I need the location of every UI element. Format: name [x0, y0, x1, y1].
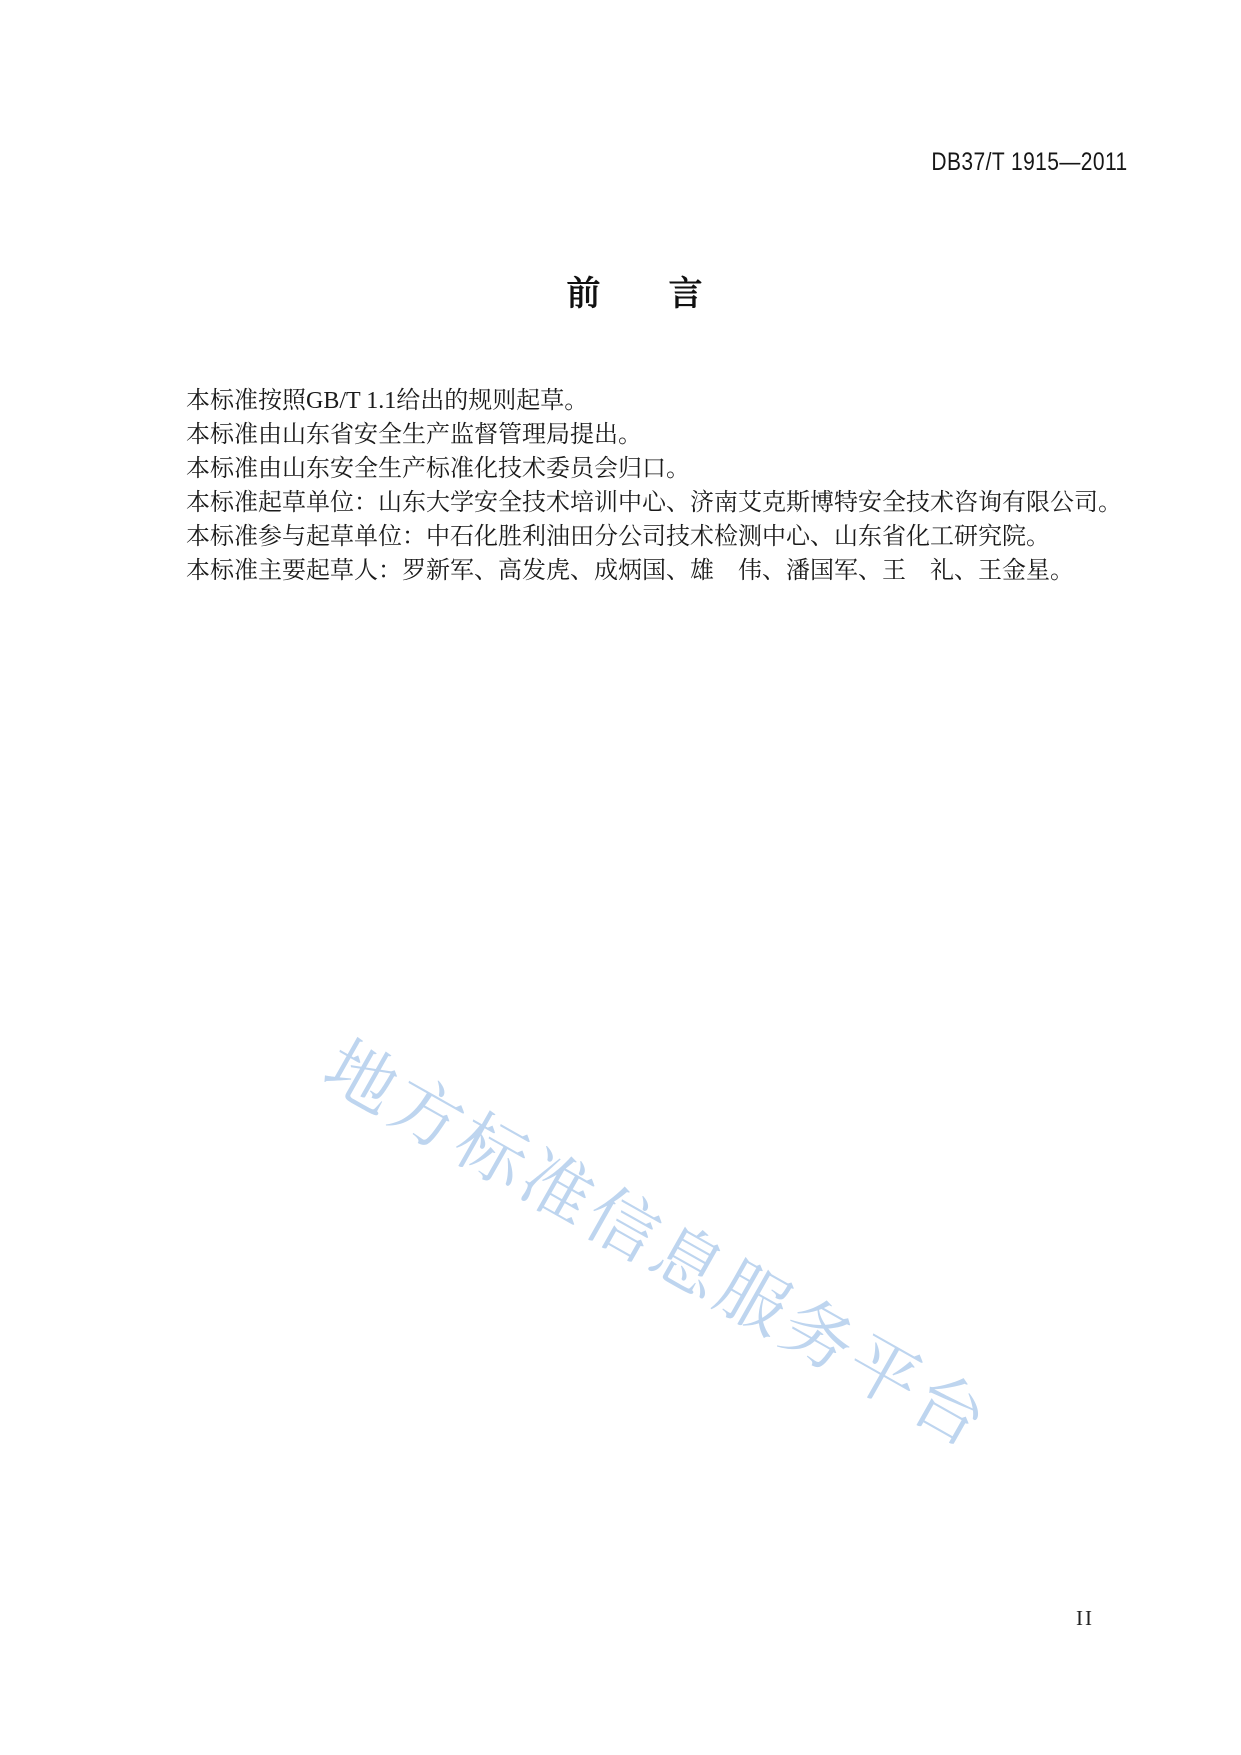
page-number: II: [1076, 1606, 1094, 1630]
foreword-body: [138, 384, 1128, 588]
foreword-paragraph-participating-organizations: 本标准参与起草单位：中石化胜利油田分公司技术检测中心、山东省化工研究院。: [186, 524, 1050, 550]
foreword-paragraph-proposed-by: 本标准由山东省安全生产监督管理局提出。: [186, 422, 642, 448]
watermark-text: 地方标准信息服务平台: [311, 1027, 1002, 1465]
foreword-paragraph-basis: 本标准按照GB/T 1.1给出的规则起草。: [186, 388, 589, 414]
foreword-paragraph-centralized-by: 本标准由山东安全生产标准化技术委员会归口。: [186, 456, 690, 482]
foreword-title: 前 言: [566, 275, 703, 313]
foreword-paragraph-chief-drafters: 本标准主要起草人：罗新军、高发虎、成炳国、雄 伟、潘国军、王 礼、王金星。: [186, 558, 1074, 584]
standard-code-header: DB37/T 1915—2011: [931, 148, 1128, 176]
foreword-paragraph-drafting-organizations: 本标准起草单位：山东大学安全技术培训中心、济南艾克斯博特安全技术咨询有限公司。: [186, 490, 1122, 516]
